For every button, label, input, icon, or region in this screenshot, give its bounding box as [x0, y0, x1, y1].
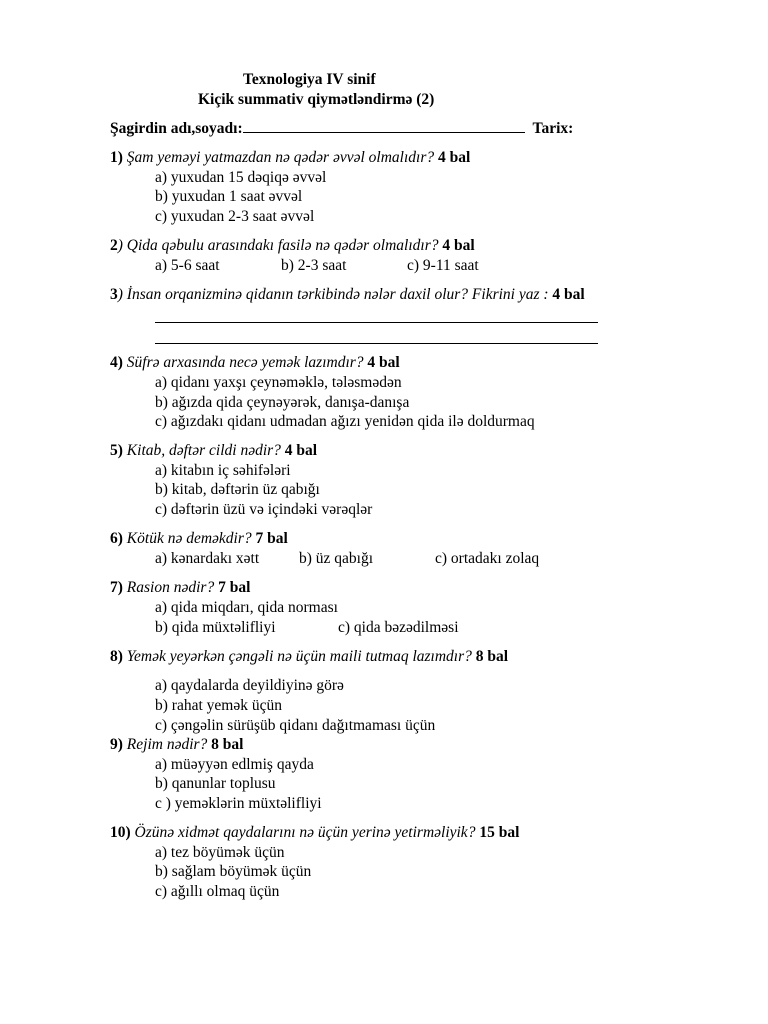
question-text: Rejim nədir?: [126, 736, 208, 753]
question-number: 6): [110, 530, 123, 547]
question-6: [110, 529, 288, 549]
question-1: [110, 148, 470, 168]
question-points: 4 bal: [284, 442, 318, 459]
question-2: [110, 236, 475, 256]
question-number: 4): [110, 354, 123, 371]
question-5: [110, 441, 317, 461]
question-number: 7): [110, 579, 123, 596]
question-8: [110, 647, 508, 667]
date-label: Tarix:: [532, 120, 574, 137]
question-number: 10): [110, 824, 131, 841]
question-10: [110, 823, 519, 843]
question-number: 1): [110, 149, 123, 166]
answer-line-1[interactable]: [155, 322, 598, 323]
q4-option-b[interactable]: b) ağızda qida çeynəyərək, danışa-danışa: [155, 394, 410, 411]
student-name-label: Şagirdin adı,soyadı:: [110, 120, 243, 137]
q10-option-b[interactable]: b) sağlam böyümək üçün: [155, 863, 312, 880]
worksheet-subtitle: Kiçik summativ qiymətləndirmə (2): [198, 91, 435, 108]
q4-option-c[interactable]: c) ağızdakı qidanı udmadan ağızı yenidən qida ilə doldurmaq: [155, 413, 535, 430]
q9-option-b[interactable]: b) qanunlar toplusu: [155, 775, 276, 792]
q7-option-c[interactable]: c) qida bəzədilməsi: [338, 619, 459, 636]
q10-option-a[interactable]: a) tez böyümək üçün: [155, 844, 285, 861]
question-paren: ): [117, 237, 123, 254]
q9-option-c[interactable]: c ) yeməklərin müxtəlifliyi: [155, 795, 322, 812]
question-points: 7 bal: [255, 530, 288, 547]
answer-line-2[interactable]: [155, 343, 598, 344]
question-text: İnsan orqanizminə qidanın tərkibində nələr daxil olur? Fikrini yaz :: [126, 286, 549, 303]
q8-option-a[interactable]: a) qaydalarda deyildiyinə görə: [155, 677, 344, 694]
q5-option-a[interactable]: a) kitabın iç səhifələri: [155, 462, 291, 479]
question-text: Kötük nə deməkdir?: [126, 530, 252, 547]
question-paren: ): [117, 286, 123, 303]
question-points: 4 bal: [367, 354, 400, 371]
q2-option-a[interactable]: a) 5-6 saat: [155, 257, 220, 274]
q10-option-c[interactable]: c) ağıllı olmaq üçün: [155, 883, 280, 900]
question-7: [110, 578, 250, 598]
q1-option-c[interactable]: c) yuxudan 2-3 saat əvvəl: [155, 208, 315, 225]
q4-option-a[interactable]: a) qidanı yaxşı çeynəməklə, tələsmədən: [155, 374, 402, 391]
question-number: 2: [110, 237, 118, 254]
question-number: 3: [110, 286, 118, 303]
question-number: 8): [110, 648, 123, 665]
q1-option-a[interactable]: a) yuxudan 15 dəqiqə əvvəl: [155, 169, 327, 186]
q6-option-c[interactable]: c) ortadakı zolaq: [435, 550, 540, 567]
student-name-blank[interactable]: [243, 118, 525, 133]
q2-option-c[interactable]: c) 9-11 saat: [407, 257, 479, 274]
question-text: Özünə xidmət qaydalarını nə üçün yerinə yetirməliyik?: [134, 824, 476, 841]
worksheet-title: Texnologiya IV sinif: [243, 71, 376, 88]
question-3: [110, 285, 585, 305]
question-text: Şam yeməyi yatmazdan nə qədər əvvəl olmalıdır?: [126, 149, 435, 166]
question-points: 8 bal: [211, 736, 244, 753]
question-text: Süfrə arxasında necə yemək lazımdır?: [126, 354, 364, 371]
question-4: [110, 353, 400, 373]
question-text: Qida qəbulu arasındakı fasilə nə qədər olmalıdır?: [126, 237, 439, 254]
question-points: 4 bal: [442, 237, 475, 254]
q6-option-b[interactable]: b) üz qabığı: [299, 550, 374, 567]
question-points: 8 bal: [475, 648, 509, 665]
q5-option-c[interactable]: c) dəftərin üzü və içindəki vərəqlər: [155, 501, 373, 518]
question-text: Rasion nədir?: [126, 579, 215, 596]
q8-option-b[interactable]: b) rahat yemək üçün: [155, 697, 282, 714]
q5-option-b[interactable]: b) kitab, dəftərin üz qabığı: [155, 481, 320, 498]
question-points: 7 bal: [218, 579, 251, 596]
q9-option-a[interactable]: a) müəyyən edlmiş qayda: [155, 756, 314, 773]
question-text: Kitab, dəftər cildi nədir?: [126, 442, 281, 459]
question-number: 5): [110, 442, 123, 459]
q8-option-c[interactable]: c) çəngəlin sürüşüb qidanı dağıtmaması üçün: [155, 717, 436, 734]
q7-option-a[interactable]: a) qida miqdarı, qida norması: [155, 599, 338, 616]
question-points: 4 bal: [438, 149, 471, 166]
question-points: 4 bal: [552, 286, 585, 303]
student-info-line: [110, 118, 573, 139]
q7-option-b[interactable]: b) qida müxtəlifliyi: [155, 619, 276, 636]
question-text: Yemək yeyərkən çəngəli nə üçün maili tutmaq lazımdır?: [126, 648, 472, 665]
question-9: [110, 735, 243, 755]
question-number: 9): [110, 736, 123, 753]
q6-option-a[interactable]: a) kənardakı xətt: [155, 550, 260, 567]
question-points: 15 bal: [479, 824, 520, 841]
q2-option-b[interactable]: b) 2-3 saat: [281, 257, 347, 274]
q1-option-b[interactable]: b) yuxudan 1 saat əvvəl: [155, 188, 303, 205]
